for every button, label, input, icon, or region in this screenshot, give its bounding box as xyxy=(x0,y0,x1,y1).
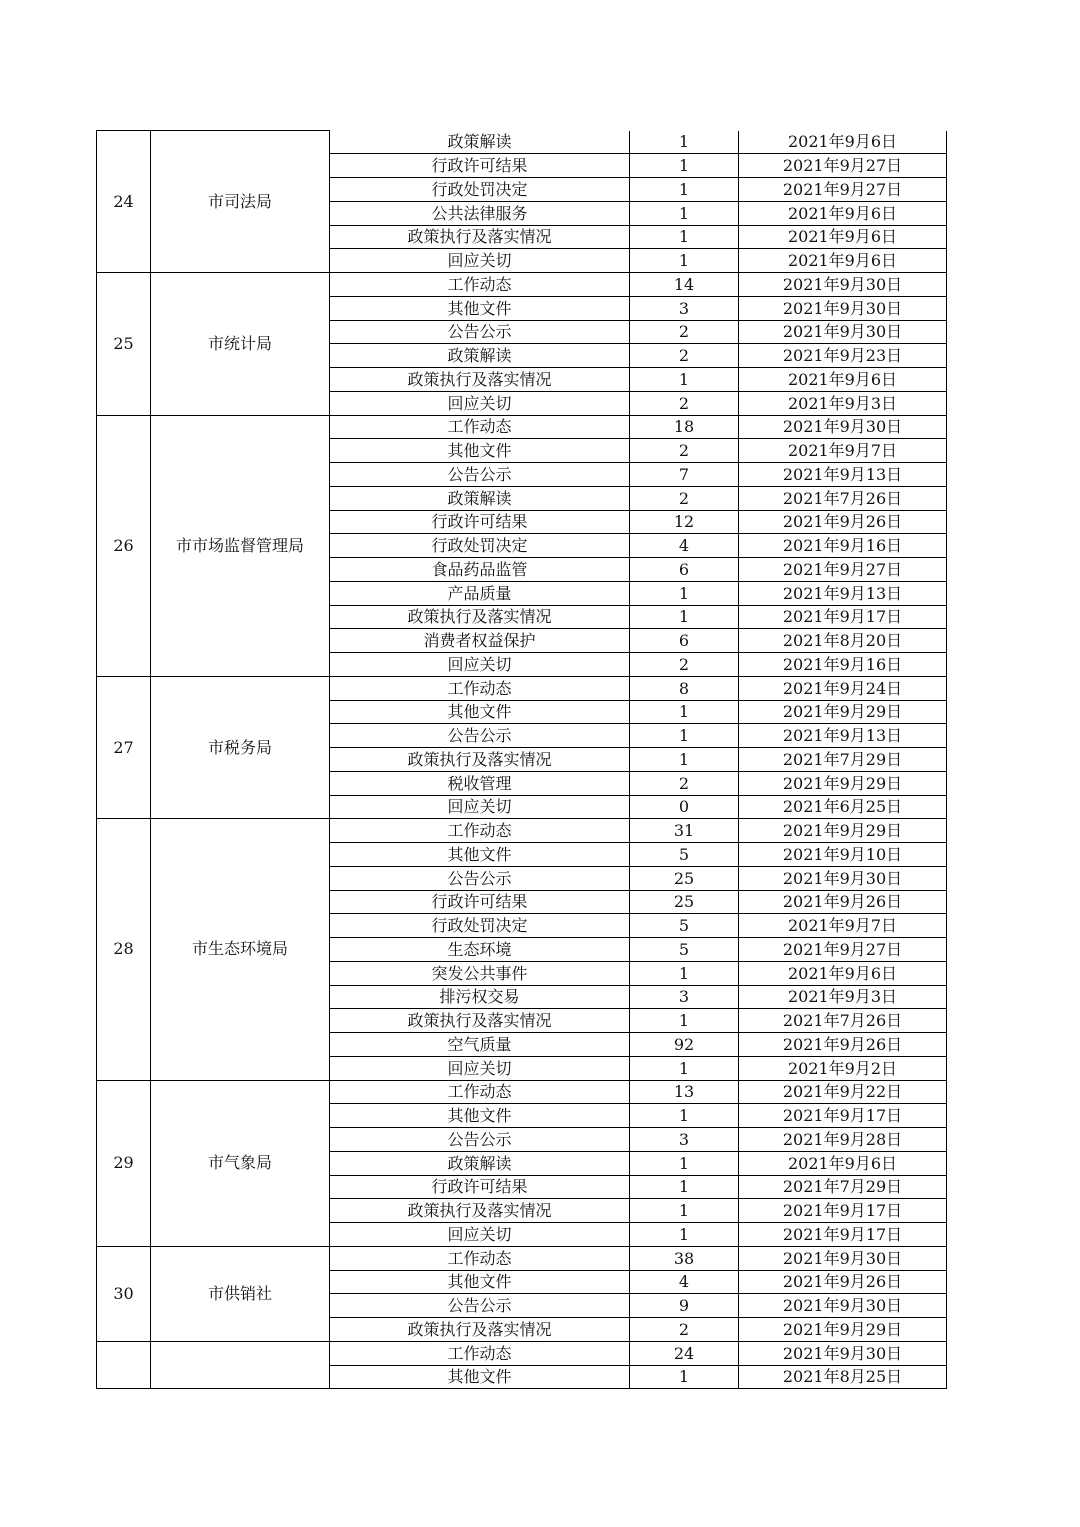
department-name: 市生态环境局 xyxy=(151,819,330,1080)
date-cell: 2021年9月10日 xyxy=(739,843,947,867)
count-cell: 18 xyxy=(630,415,739,439)
category-cell: 食品药品监管 xyxy=(330,558,630,582)
date-cell: 2021年9月6日 xyxy=(739,225,947,249)
category-cell: 其他文件 xyxy=(330,296,630,320)
category-cell: 行政许可结果 xyxy=(330,510,630,534)
count-cell: 7 xyxy=(630,463,739,487)
category-cell: 消费者权益保护 xyxy=(330,629,630,653)
row-index: 29 xyxy=(97,1080,151,1246)
count-cell: 1 xyxy=(630,1009,739,1033)
count-cell: 1 xyxy=(630,1199,739,1223)
count-cell: 2 xyxy=(630,439,739,463)
count-cell: 1 xyxy=(630,249,739,273)
category-cell: 税收管理 xyxy=(330,771,630,795)
count-cell: 24 xyxy=(630,1341,739,1365)
date-cell: 2021年9月29日 xyxy=(739,1318,947,1342)
date-cell: 2021年9月6日 xyxy=(739,1151,947,1175)
date-cell: 2021年9月17日 xyxy=(739,1199,947,1223)
count-cell: 1 xyxy=(630,201,739,225)
count-cell: 1 xyxy=(630,581,739,605)
count-cell: 31 xyxy=(630,819,739,843)
date-cell: 2021年9月2日 xyxy=(739,1056,947,1080)
category-cell: 工作动态 xyxy=(330,415,630,439)
category-cell: 政策执行及落实情况 xyxy=(330,748,630,772)
count-cell: 2 xyxy=(630,320,739,344)
category-cell: 政策执行及落实情况 xyxy=(330,1009,630,1033)
category-cell: 公告公示 xyxy=(330,1128,630,1152)
department-name: 市税务局 xyxy=(151,676,330,819)
count-cell: 2 xyxy=(630,771,739,795)
date-cell: 2021年9月17日 xyxy=(739,1223,947,1247)
disclosure-table xyxy=(96,130,947,1389)
date-cell: 2021年9月3日 xyxy=(739,985,947,1009)
department-name xyxy=(151,1341,330,1389)
date-cell: 2021年8月20日 xyxy=(739,629,947,653)
date-cell: 2021年9月13日 xyxy=(739,463,947,487)
date-cell: 2021年9月26日 xyxy=(739,1270,947,1294)
count-cell: 92 xyxy=(630,1033,739,1057)
category-cell: 回应关切 xyxy=(330,1223,630,1247)
date-cell: 2021年9月7日 xyxy=(739,439,947,463)
category-cell: 工作动态 xyxy=(330,676,630,700)
count-cell: 1 xyxy=(630,131,739,154)
date-cell: 2021年9月16日 xyxy=(739,653,947,677)
count-cell: 1 xyxy=(630,1223,739,1247)
count-cell: 1 xyxy=(630,1151,739,1175)
date-cell: 2021年9月27日 xyxy=(739,558,947,582)
count-cell: 6 xyxy=(630,558,739,582)
count-cell: 1 xyxy=(630,1056,739,1080)
category-cell: 其他文件 xyxy=(330,700,630,724)
date-cell: 2021年9月13日 xyxy=(739,581,947,605)
category-cell: 其他文件 xyxy=(330,439,630,463)
date-cell: 2021年9月30日 xyxy=(739,1341,947,1365)
category-cell: 公告公示 xyxy=(330,724,630,748)
category-cell: 政策执行及落实情况 xyxy=(330,605,630,629)
count-cell: 14 xyxy=(630,273,739,297)
count-cell: 2 xyxy=(630,344,739,368)
category-cell: 突发公共事件 xyxy=(330,961,630,985)
date-cell: 2021年9月27日 xyxy=(739,154,947,178)
category-cell: 工作动态 xyxy=(330,1341,630,1365)
category-cell: 政策执行及落实情况 xyxy=(330,225,630,249)
category-cell: 政策解读 xyxy=(330,344,630,368)
category-cell: 行政处罚决定 xyxy=(330,914,630,938)
date-cell: 2021年9月3日 xyxy=(739,391,947,415)
count-cell: 2 xyxy=(630,486,739,510)
count-cell: 1 xyxy=(630,154,739,178)
category-cell: 其他文件 xyxy=(330,1270,630,1294)
count-cell: 1 xyxy=(630,368,739,392)
date-cell: 2021年9月17日 xyxy=(739,605,947,629)
count-cell: 3 xyxy=(630,985,739,1009)
category-cell: 工作动态 xyxy=(330,1246,630,1270)
category-cell: 政策解读 xyxy=(330,1151,630,1175)
count-cell: 2 xyxy=(630,1318,739,1342)
category-cell: 回应关切 xyxy=(330,653,630,677)
date-cell: 2021年9月24日 xyxy=(739,676,947,700)
category-cell: 回应关切 xyxy=(330,795,630,819)
date-cell: 2021年9月26日 xyxy=(739,890,947,914)
date-cell: 2021年9月27日 xyxy=(739,938,947,962)
count-cell: 25 xyxy=(630,866,739,890)
date-cell: 2021年8月25日 xyxy=(739,1365,947,1389)
date-cell: 2021年9月30日 xyxy=(739,1246,947,1270)
count-cell: 1 xyxy=(630,225,739,249)
row-index: 26 xyxy=(97,415,151,676)
table-row xyxy=(97,415,947,439)
date-cell: 2021年9月30日 xyxy=(739,415,947,439)
category-cell: 行政处罚决定 xyxy=(330,178,630,202)
category-cell: 生态环境 xyxy=(330,938,630,962)
row-index: 30 xyxy=(97,1246,151,1341)
table-row xyxy=(97,1080,947,1104)
row-index: 24 xyxy=(97,131,151,273)
category-cell: 行政处罚决定 xyxy=(330,534,630,558)
category-cell: 公告公示 xyxy=(330,463,630,487)
date-cell: 2021年9月6日 xyxy=(739,961,947,985)
date-cell: 2021年9月22日 xyxy=(739,1080,947,1104)
count-cell: 5 xyxy=(630,914,739,938)
category-cell: 回应关切 xyxy=(330,391,630,415)
table-row xyxy=(97,676,947,700)
date-cell: 2021年9月29日 xyxy=(739,771,947,795)
table-row xyxy=(97,1341,947,1365)
date-cell: 2021年9月29日 xyxy=(739,819,947,843)
date-cell: 2021年9月6日 xyxy=(739,131,947,154)
count-cell: 8 xyxy=(630,676,739,700)
department-name: 市气象局 xyxy=(151,1080,330,1246)
category-cell: 行政许可结果 xyxy=(330,890,630,914)
date-cell: 2021年9月26日 xyxy=(739,510,947,534)
count-cell: 1 xyxy=(630,605,739,629)
category-cell: 工作动态 xyxy=(330,1080,630,1104)
category-cell: 其他文件 xyxy=(330,1365,630,1389)
count-cell: 1 xyxy=(630,1175,739,1199)
date-cell: 2021年7月26日 xyxy=(739,1009,947,1033)
date-cell: 2021年9月29日 xyxy=(739,700,947,724)
count-cell: 5 xyxy=(630,843,739,867)
table-row xyxy=(97,1246,947,1270)
date-cell: 2021年9月6日 xyxy=(739,368,947,392)
department-name: 市供销社 xyxy=(151,1246,330,1341)
count-cell: 1 xyxy=(630,1365,739,1389)
count-cell: 1 xyxy=(630,961,739,985)
count-cell: 2 xyxy=(630,653,739,677)
category-cell: 政策解读 xyxy=(330,131,630,154)
category-cell: 政策执行及落实情况 xyxy=(330,1199,630,1223)
category-cell: 政策执行及落实情况 xyxy=(330,1318,630,1342)
department-name: 市司法局 xyxy=(151,131,330,273)
count-cell: 4 xyxy=(630,1270,739,1294)
table-row xyxy=(97,131,947,154)
date-cell: 2021年9月16日 xyxy=(739,534,947,558)
count-cell: 4 xyxy=(630,534,739,558)
date-cell: 2021年9月13日 xyxy=(739,724,947,748)
row-index: 25 xyxy=(97,273,151,416)
date-cell: 2021年9月30日 xyxy=(739,296,947,320)
date-cell: 2021年9月23日 xyxy=(739,344,947,368)
date-cell: 2021年9月26日 xyxy=(739,1033,947,1057)
date-cell: 2021年9月27日 xyxy=(739,178,947,202)
table-row xyxy=(97,273,947,297)
category-cell: 工作动态 xyxy=(330,273,630,297)
category-cell: 行政许可结果 xyxy=(330,154,630,178)
category-cell: 其他文件 xyxy=(330,843,630,867)
date-cell: 2021年7月29日 xyxy=(739,1175,947,1199)
count-cell: 1 xyxy=(630,1104,739,1128)
table-body xyxy=(97,131,947,1389)
count-cell: 0 xyxy=(630,795,739,819)
count-cell: 13 xyxy=(630,1080,739,1104)
category-cell: 排污权交易 xyxy=(330,985,630,1009)
count-cell: 3 xyxy=(630,1128,739,1152)
date-cell: 2021年9月28日 xyxy=(739,1128,947,1152)
count-cell: 5 xyxy=(630,938,739,962)
date-cell: 2021年9月30日 xyxy=(739,320,947,344)
count-cell: 1 xyxy=(630,178,739,202)
category-cell: 空气质量 xyxy=(330,1033,630,1057)
category-cell: 工作动态 xyxy=(330,819,630,843)
count-cell: 2 xyxy=(630,391,739,415)
category-cell: 其他文件 xyxy=(330,1104,630,1128)
count-cell: 6 xyxy=(630,629,739,653)
category-cell: 行政许可结果 xyxy=(330,1175,630,1199)
row-index xyxy=(97,1341,151,1389)
category-cell: 公告公示 xyxy=(330,320,630,344)
count-cell: 12 xyxy=(630,510,739,534)
count-cell: 3 xyxy=(630,296,739,320)
date-cell: 2021年9月17日 xyxy=(739,1104,947,1128)
category-cell: 政策解读 xyxy=(330,486,630,510)
count-cell: 1 xyxy=(630,724,739,748)
count-cell: 1 xyxy=(630,700,739,724)
category-cell: 公告公示 xyxy=(330,866,630,890)
date-cell: 2021年9月30日 xyxy=(739,866,947,890)
table-row xyxy=(97,819,947,843)
count-cell: 38 xyxy=(630,1246,739,1270)
count-cell: 1 xyxy=(630,748,739,772)
count-cell: 25 xyxy=(630,890,739,914)
date-cell: 2021年6月25日 xyxy=(739,795,947,819)
category-cell: 公告公示 xyxy=(330,1294,630,1318)
count-cell: 9 xyxy=(630,1294,739,1318)
date-cell: 2021年9月30日 xyxy=(739,273,947,297)
category-cell: 回应关切 xyxy=(330,249,630,273)
category-cell: 政策执行及落实情况 xyxy=(330,368,630,392)
row-index: 28 xyxy=(97,819,151,1080)
date-cell: 2021年9月7日 xyxy=(739,914,947,938)
date-cell: 2021年7月26日 xyxy=(739,486,947,510)
date-cell: 2021年7月29日 xyxy=(739,748,947,772)
department-name: 市市场监督管理局 xyxy=(151,415,330,676)
category-cell: 产品质量 xyxy=(330,581,630,605)
category-cell: 回应关切 xyxy=(330,1056,630,1080)
date-cell: 2021年9月30日 xyxy=(739,1294,947,1318)
category-cell: 公共法律服务 xyxy=(330,201,630,225)
date-cell: 2021年9月6日 xyxy=(739,249,947,273)
department-name: 市统计局 xyxy=(151,273,330,416)
date-cell: 2021年9月6日 xyxy=(739,201,947,225)
row-index: 27 xyxy=(97,676,151,819)
